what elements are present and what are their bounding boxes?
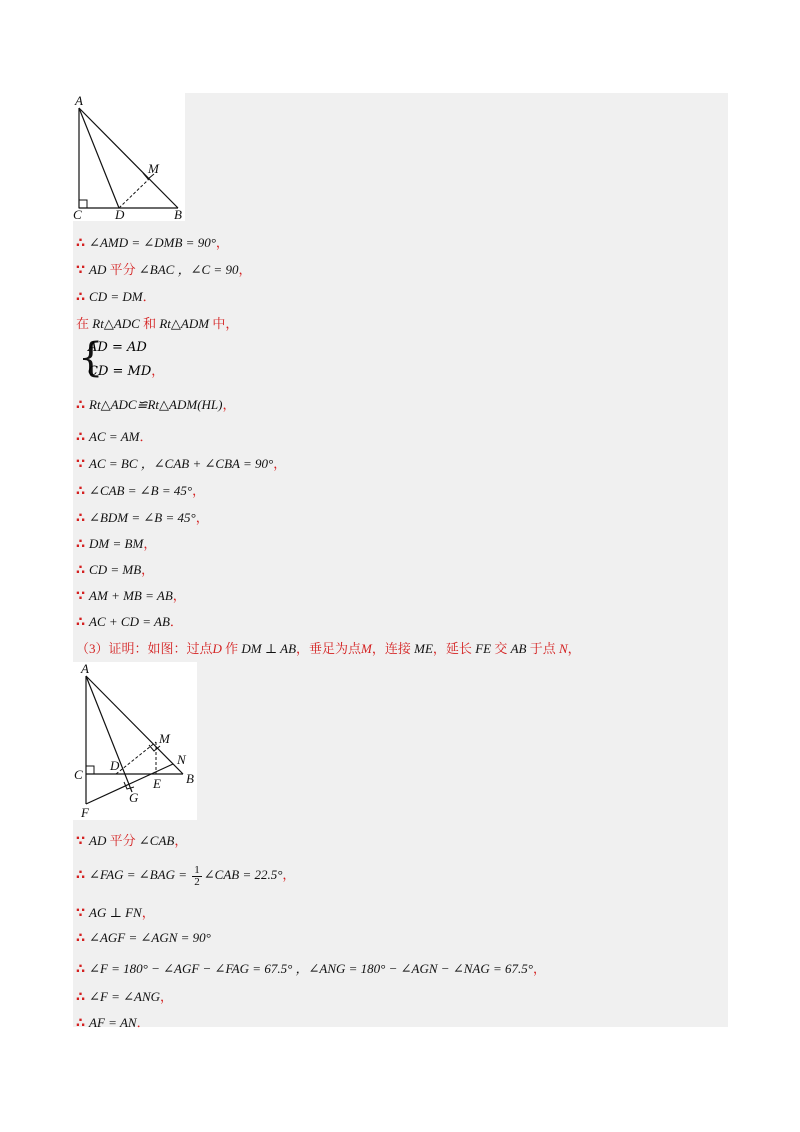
triangle-diagram-1: [73, 93, 185, 221]
label-N-2: N: [177, 752, 186, 767]
proof-line-15: ∴ ∠FAG = ∠BAG = $\frac{1}{2}$ ∠CAB = 22.5°，: [76, 863, 296, 888]
label-F-2: F: [81, 805, 89, 820]
figure-2: [73, 662, 197, 820]
proof-line-3: ∴ CD = DM．: [76, 289, 156, 305]
equation-system: { AD = AD CD = MD，: [78, 335, 165, 381]
label-E-2: E: [153, 776, 161, 791]
label-M-2: M: [159, 731, 170, 746]
label-A: A: [75, 93, 83, 108]
proof-line-6: ∴ AC = AM．: [76, 429, 153, 445]
label-G-2: G: [129, 790, 139, 805]
proof-line-8: ∴ ∠CAB = ∠B = 45°，: [76, 483, 206, 499]
proof-line-1: ∴ ∠AMD = ∠DMB = 90°，: [76, 235, 229, 251]
proof-line-9: ∴ ∠BDM = ∠B = 45°，: [76, 510, 209, 526]
proof-3-heading: （3）证明：如图：过点D 作 DM ⊥ AB，垂足为点M，连接 ME，延长 FE 交 AB 于点 N，: [76, 641, 581, 656]
proof-line-14: ∵ AD 平分 ∠CAB，: [76, 833, 188, 849]
label-B-2: B: [186, 771, 194, 786]
proof-line-16: ∵ AG ⊥ FN，: [76, 905, 155, 921]
proof-line-19: ∴ ∠F = ∠ANG，: [76, 989, 174, 1005]
figure-1: [73, 93, 185, 221]
label-D: D: [115, 207, 125, 221]
label-C: C: [73, 207, 82, 221]
proof-line-20: ∴ AF = AN．: [76, 1015, 150, 1031]
triangle-diagram-2: [73, 662, 197, 820]
proof-line-12: ∵ AM + MB = AB，: [76, 588, 186, 604]
proof-line-2: ∵ AD 平分 ∠BAC ，∠C = 90，: [76, 262, 252, 278]
proof-line-7: ∵ AC = BC ，∠CAB + ∠CBA = 90°，: [76, 456, 287, 472]
system-row-2: CD = MD，: [88, 364, 165, 379]
proof-line-17: ∴ ∠AGF = ∠AGN = 90°: [76, 930, 211, 946]
label-C-2: C: [74, 767, 83, 782]
proof-line-11: ∴ CD = MB，: [76, 562, 155, 578]
label-A-2: A: [81, 662, 89, 676]
label-D-2: D: [110, 758, 120, 773]
fraction-half: $\frac{1}{2}$: [194, 863, 200, 888]
proof-line-18: ∴ ∠F = 180° − ∠AGF − ∠FAG = 67.5° ，∠ANG = 180° − ∠AGN − ∠NAG = 67.5°，: [76, 961, 546, 977]
proof-line-13: ∴ AC + CD = AB．: [76, 614, 183, 630]
proof-line-5: ∴ Rt△ADC≌Rt△ADM(HL)，: [76, 397, 236, 413]
label-M: M: [148, 161, 159, 176]
proof-line-10: ∴ DM = BM，: [76, 536, 157, 552]
label-B: B: [174, 207, 182, 221]
proof-line-4: 在 Rt△ADC 和 Rt△ADM 中，: [76, 316, 239, 331]
system-row-1: AD = AD: [88, 340, 147, 355]
